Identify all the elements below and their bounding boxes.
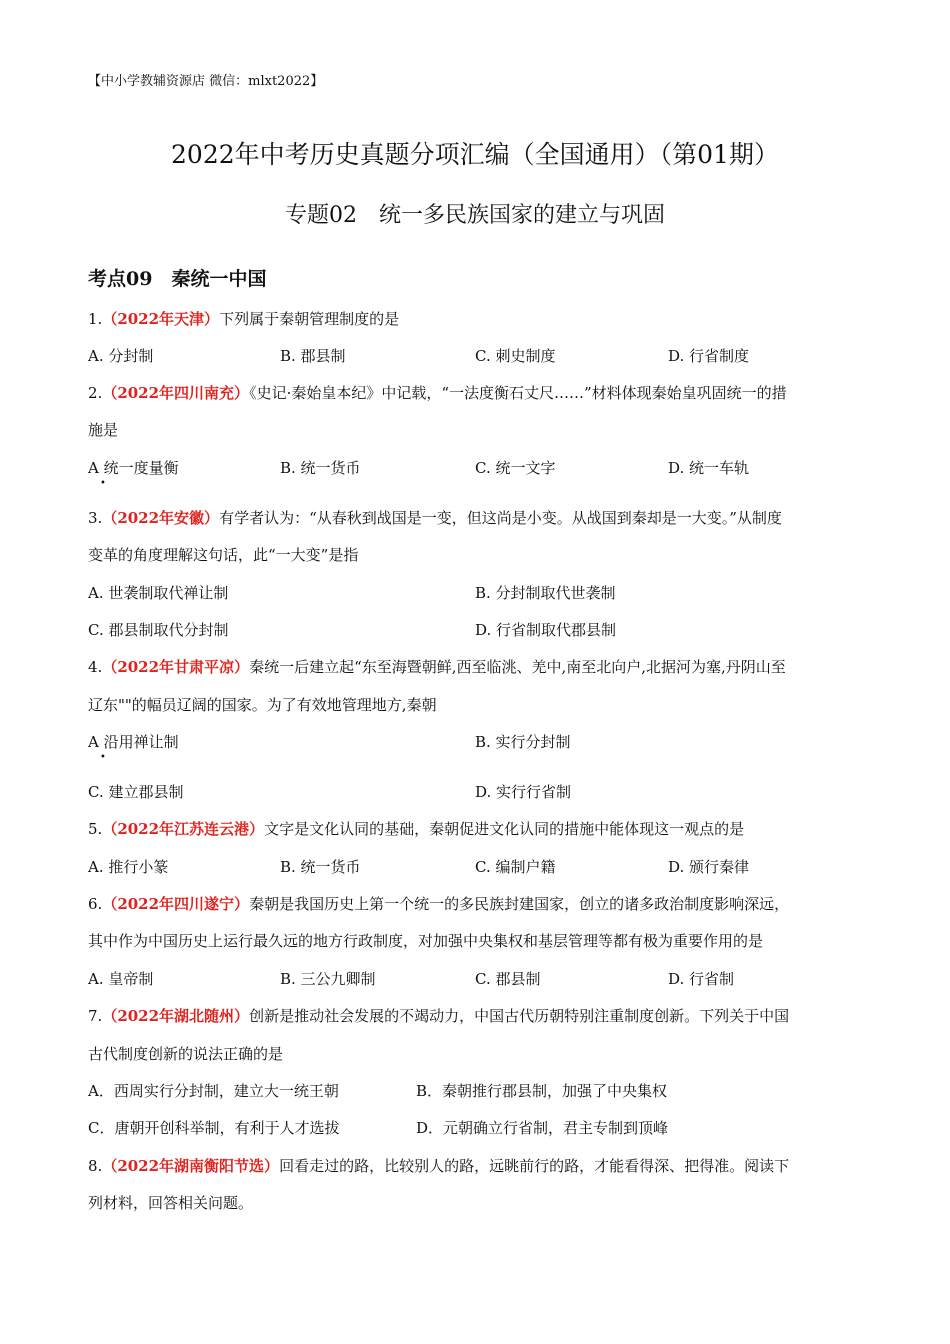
question-source: （2022年江苏连云港）	[102, 820, 265, 838]
question-3-cont: 变革的角度理解这句话，此“一大变”是指	[88, 546, 359, 564]
q5-option-a: A. 推行小篆	[88, 858, 169, 876]
q7-option-a: A．西周实行分封制，建立大一统王朝	[88, 1082, 339, 1100]
q4-option-a: A 沿用禅让制	[88, 733, 179, 751]
question-8: 8.（2022年湖南衡阳节选）回看走过的路，比较别人的路，远眺前行的路，才能看得深、把得准。阅读下	[88, 1157, 790, 1175]
question-source: （2022年甘肃平凉）	[102, 658, 250, 676]
q1-option-d: D. 行省制度	[668, 347, 750, 365]
q1-option-b: B. 郡县制	[280, 347, 346, 365]
question-source: （2022年安徽）	[102, 509, 220, 527]
question-source: （2022年湖北随州）	[102, 1007, 250, 1025]
q1-option-c: C. 刺史制度	[475, 347, 556, 365]
dot-mark: •	[100, 752, 106, 763]
q3-option-d: D. 行省制取代郡县制	[475, 621, 617, 639]
header-note: 【中小学教辅资源店 微信：mlxt2022】	[88, 74, 324, 89]
question-source: （2022年四川遂宁）	[102, 895, 250, 913]
q2-option-a: A 统一度量衡	[88, 459, 179, 477]
q4-option-d: D. 实行行省制	[475, 783, 572, 801]
q2-option-c: C. 统一文字	[475, 459, 556, 477]
sub-title: 专题02 统一多民族国家的建立与巩固	[285, 203, 665, 228]
question-2-cont: 施是	[88, 421, 119, 439]
question-4: 4.（2022年甘肃平凉）秦统一后建立起“东至海暨朝鲜,西至临洮、羌中,南至北向户,北据河为塞,丹阴山至	[88, 658, 786, 676]
question-4-cont: 辽东""的幅员辽阔的国家。为了有效地管理地方,秦朝	[88, 696, 437, 714]
dot-mark: •	[100, 478, 106, 489]
question-2: 2.（2022年四川南充）《史记·秦始皇本纪》中记载，“一法度衡石丈尺……”材料体现秦始皇巩固统一的措	[88, 384, 787, 402]
q4-option-b: B. 实行分封制	[475, 733, 571, 751]
q7-option-c: C．唐朝开创科举制，有利于人才选拔	[88, 1119, 340, 1137]
section-title: 考点09 秦统一中国	[88, 268, 267, 290]
question-source: （2022年天津）	[102, 310, 220, 328]
question-5: 5.（2022年江苏连云港）文字是文化认同的基础，秦朝促进文化认同的措施中能体现这一观点的是	[88, 820, 745, 838]
q3-option-c: C. 郡县制取代分封制	[88, 621, 229, 639]
q4-option-c: C. 建立郡县制	[88, 783, 184, 801]
question-8-cont: 列材料，回答相关问题。	[88, 1194, 254, 1212]
question-7-cont: 古代制度创新的说法正确的是	[88, 1045, 284, 1063]
q1-option-a: A. 分封制	[88, 347, 154, 365]
question-6-cont: 其中作为中国历史上运行最久远的地方行政制度，对加强中央集权和基层管理等都有极为重要作用的是	[88, 932, 764, 950]
q6-option-c: C. 郡县制	[475, 970, 541, 988]
q5-option-d: D. 颁行秦律	[668, 858, 750, 876]
q7-option-b: B．秦朝推行郡县制，加强了中央集权	[416, 1082, 668, 1100]
q2-option-d: D. 统一车轨	[668, 459, 750, 477]
question-6: 6.（2022年四川遂宁）秦朝是我国历史上第一个统一的多民族封建国家，创立的诸多政治制度影响深远，	[88, 895, 790, 913]
q6-option-b: B. 三公九卿制	[280, 970, 376, 988]
question-7: 7.（2022年湖北随州）创新是推动社会发展的不竭动力，中国古代历朝特别注重制度创新。下列关于中国	[88, 1007, 790, 1025]
q6-option-d: D. 行省制	[668, 970, 735, 988]
question-3: 3.（2022年安徽）有学者认为：“从春秋到战国是一变，但这尚是小变。从战国到秦却是一大变。”从制度	[88, 509, 782, 527]
q5-option-c: C. 编制户籍	[475, 858, 556, 876]
question-1: 1.（2022年天津）下列属于秦朝管理制度的是	[88, 310, 400, 328]
main-title: 2022年中考历史真题分项汇编（全国通用）（第01期）	[171, 140, 779, 169]
q2-option-b: B. 统一货币	[280, 459, 361, 477]
q3-option-a: A. 世袭制取代禅让制	[88, 584, 229, 602]
q3-option-b: B. 分封制取代世袭制	[475, 584, 616, 602]
question-source: （2022年四川南充）	[102, 384, 250, 402]
q5-option-b: B. 统一货币	[280, 858, 361, 876]
q7-option-d: D．元朝确立行省制，君主专制到顶峰	[416, 1119, 669, 1137]
question-source: （2022年湖南衡阳节选）	[102, 1157, 280, 1175]
q6-option-a: A. 皇帝制	[88, 970, 154, 988]
